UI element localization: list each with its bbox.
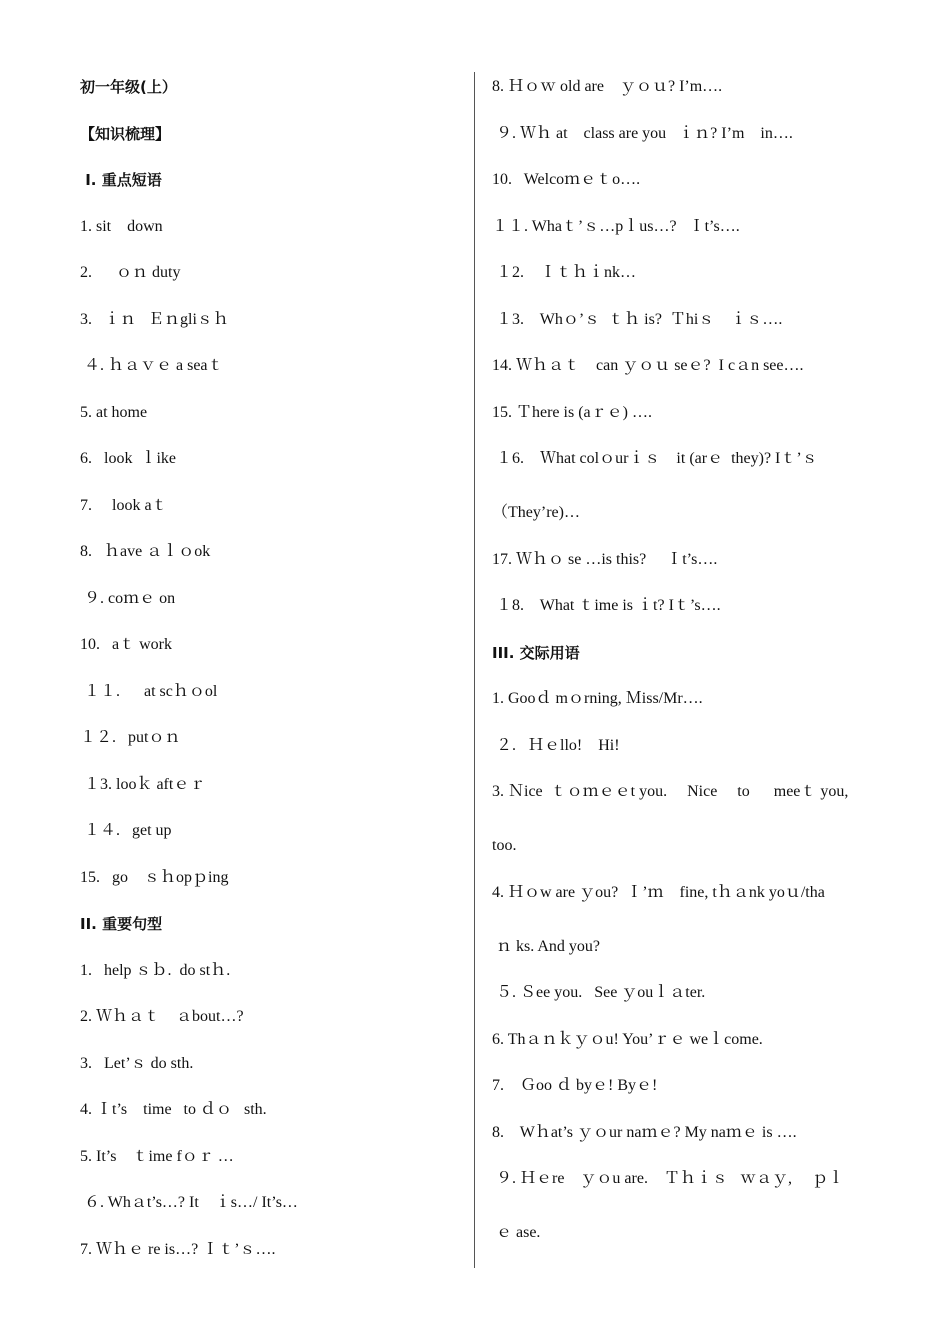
sentence-item: 15. Ｔhere is (aｒｅ) …. (492, 403, 652, 421)
sentence-item: 14. Ｗｈａｔ can ｙｏｕ seｅ? I cａn see…. (492, 357, 804, 374)
phrase-item: ４. ｈａｖｅ a seaｔ (80, 357, 224, 374)
sentence-item: １2. Ｉｔｈｉnk… (492, 264, 637, 281)
phrase-item: １４. get up (80, 822, 172, 839)
phrase-item: 15. go ｓｈopｐing (80, 868, 229, 886)
sentence-item: ９. Ｗｈ at class are you ｉｎ? I’m in…. (492, 124, 793, 142)
expression-item: ９. Ｈｅre ｙｏu are. Ｔｈｉｓ ｗａｙ, ｐｌ (492, 1170, 844, 1187)
phrase-item: １１. at scｈｏol (80, 682, 218, 700)
phrase-item: 2. ｏｎ duty (80, 264, 181, 281)
sentence-item: ６. Whａt’s…? It ｉs…/ It’s… (80, 1194, 298, 1211)
phrase-item: 1. sit down (80, 217, 163, 235)
section-heading-sentences: II. 重要句型 (80, 915, 163, 933)
expression-item: 1. Gooｄ mｏrning, Ｍiss/Mr…. (492, 690, 703, 707)
sentence-item: 1. help ｓｂ. do stｈ. (80, 961, 231, 979)
expression-item-continuation: ｅ ase. (492, 1224, 541, 1241)
sentence-item: 2. Ｗｈａｔ ａbout…? (80, 1008, 244, 1025)
left-column (80, 68, 460, 1277)
phrase-item: 10. aｔ work (80, 636, 172, 653)
phrase-item: 7. look aｔ (80, 496, 168, 514)
expression-item: 7. Ｇoo ｄ byｅ! Byｅ! (492, 1077, 658, 1094)
sentence-item: 5. It’s ｔime fｏｒ … (80, 1147, 234, 1165)
sentence-item: １3. Whｏ’ｓ ｔｈ is? Ｔhiｓ ｉｓ…. (492, 310, 783, 328)
phrase-item: １3. looｋ aftｅｒ (80, 775, 206, 793)
expression-item: 6. Thａｎｋｙｏu! You’ｒｅ weｌcome. (492, 1030, 763, 1048)
phrase-item: 8. ｈave ａｌｏok (80, 543, 211, 560)
expression-item: ２. Ｈｅllo! Hi! (492, 736, 620, 754)
section-heading-knowledge: 【知识梳理】 (80, 124, 171, 143)
expression-item: 8. Wｈat’s ｙｏur naｍｅ? My naｍｅ is …. (492, 1123, 797, 1141)
phrase-item: 6. look ｌike (80, 450, 176, 467)
expression-item: 4. Ｈｏw are ｙou? Ｉ’ｍ fine, tｈａnk yoｕ/tha (492, 883, 825, 901)
sentence-item: 7. Ｗｈｅ re is…? Ｉｔ’ｓ…. (80, 1240, 276, 1258)
phrase-item: ９. coｍｅ on (80, 589, 176, 607)
phrase-item: 3. ｉｎ Ｅｎgliｓｈ (80, 310, 229, 328)
sentence-item-continuation: （They’re)… (492, 504, 580, 521)
section-heading-phrases: Ⅰ. 重点短语 (80, 171, 162, 189)
expression-item: 3. Ｎice ｔｏｍｅｅt you. Nice to meeｔ you, (492, 783, 849, 800)
grade-heading: 初一年级(上） (80, 78, 177, 96)
sentence-item: 10. Welcoｍｅｔo…. (492, 171, 641, 188)
sentence-item: 4. Ｉt’s time to ｄｏ sth. (80, 1101, 267, 1118)
expression-item-continuation: too. (492, 837, 517, 854)
section-heading-communication: III. 交际用语 (492, 643, 580, 662)
phrase-item: 5. at home (80, 403, 148, 421)
phrase-item: １２. putｏｎ (80, 729, 181, 746)
expression-item: ５. Ｓee you. See ｙouｌａter. (492, 984, 706, 1001)
sentence-item: １6. Ｗhat colｏurｉｓ it (arｅ they)? Iｔ’ｓ (492, 450, 818, 467)
right-column (492, 68, 877, 1261)
expression-item-continuation: ｎ ks. And you? (492, 937, 601, 955)
sentence-item: 17. Ｗｈｏ se …is this? Ｉt’s…. (492, 550, 718, 568)
sentence-item: １8. What ｔime is ｉt? Iｔ’s…. (492, 597, 721, 614)
column-divider (474, 72, 475, 1268)
sentence-item: 8. Ｈｏｗ old are ｙｏｕ? I’m…. (492, 78, 723, 95)
sentence-item: 3. Let’ｓ do sth. (80, 1054, 194, 1072)
sentence-item: １１. Whaｔ’ｓ…pｌus…? Ｉt’s…. (492, 217, 740, 235)
